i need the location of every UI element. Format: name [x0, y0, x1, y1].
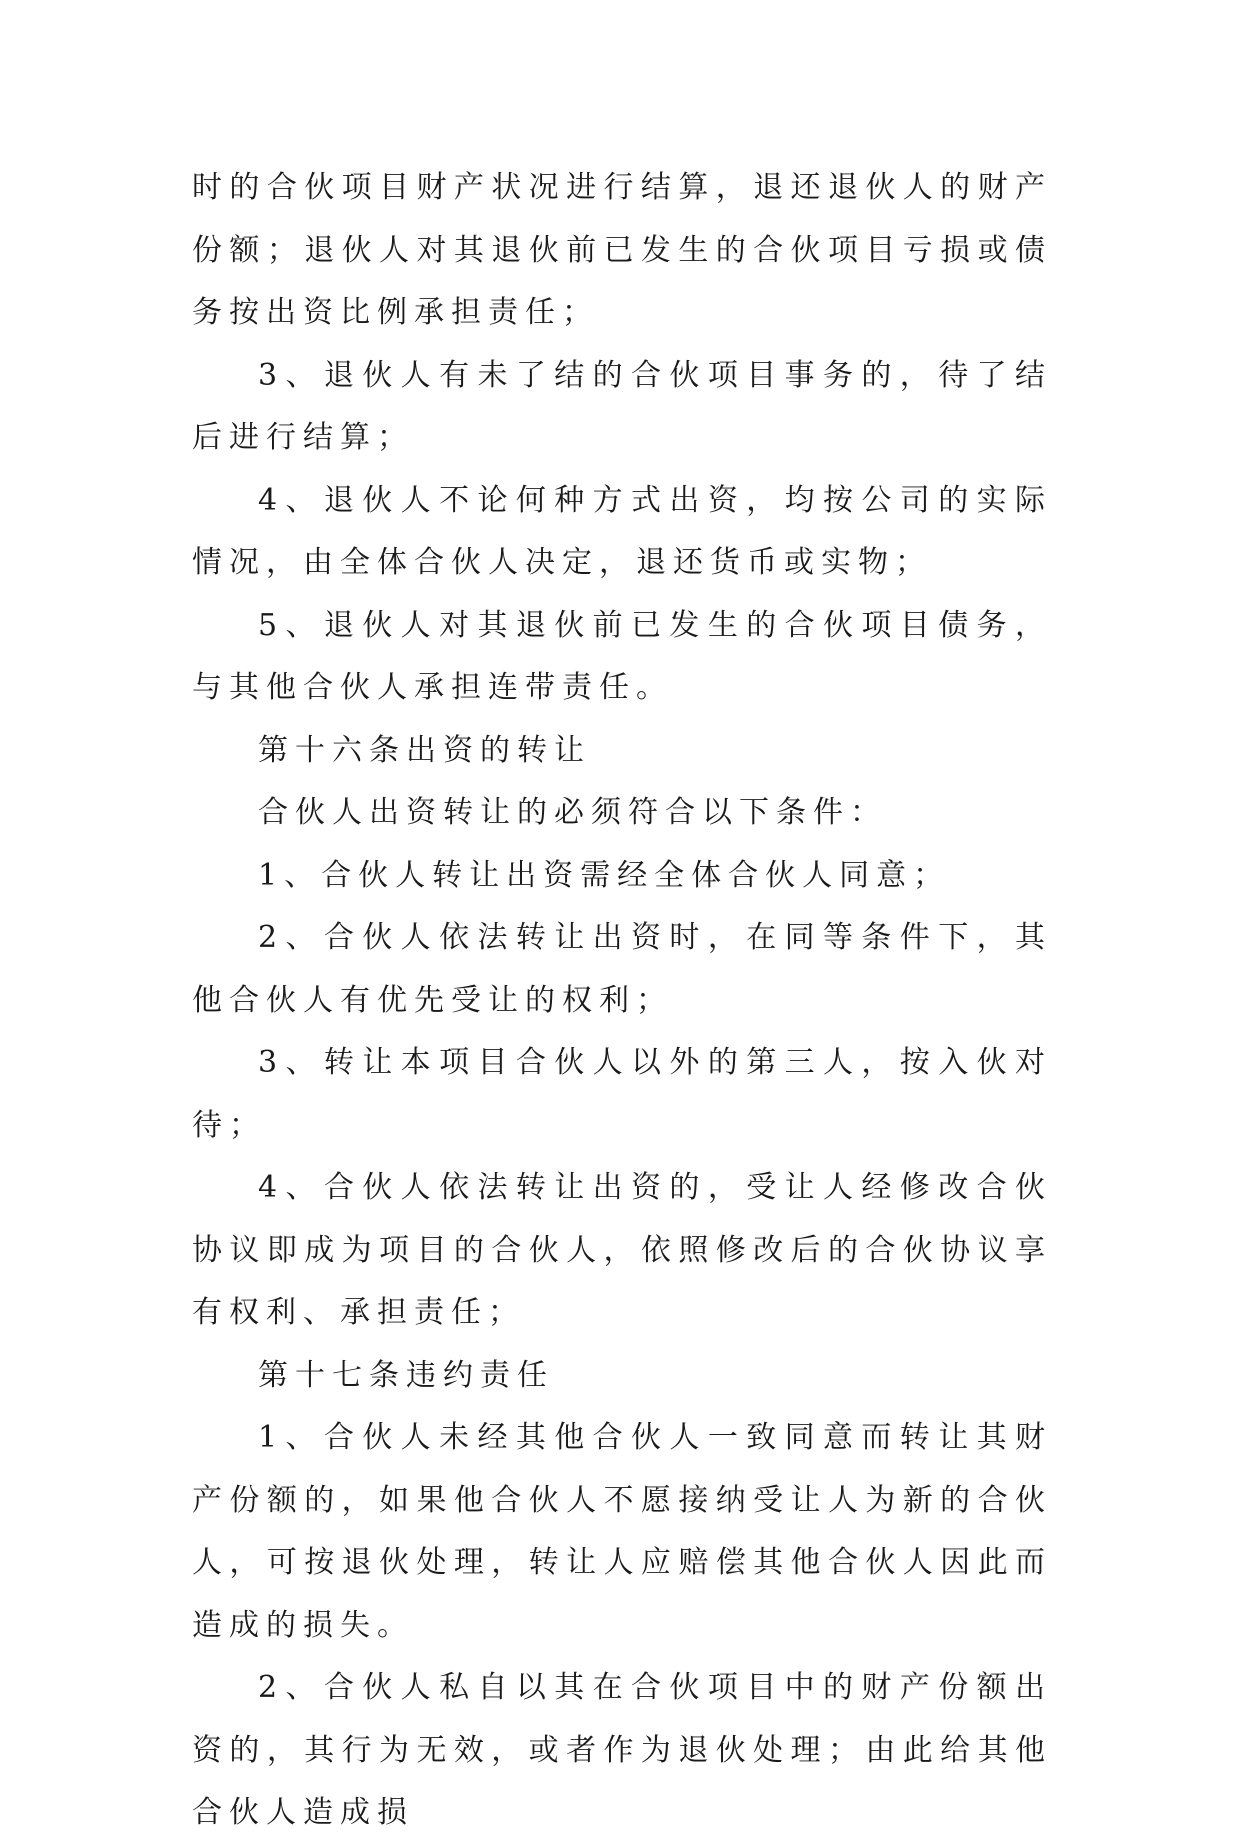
paragraph-breach-item-2: 2、合伙人私自以其在合伙项目中的财产份额出资的，其行为无效，或者作为退伙处理；由此给其他合伙人造成损 [192, 1670, 1052, 1830]
paragraph-settlement-continued: 时的合伙项目财产状况进行结算，退还退伙人的财产份额；退伙人对其退伙前已发生的合伙项目亏损或债务按出资比例承担责任； [192, 170, 1052, 330]
article-17-heading: 第十七条违约责任 [258, 1357, 554, 1393]
document-body [192, 157, 1052, 1845]
paragraph-transfer-item-4: 4、合伙人依法转让出资的，受让人经修改合伙协议即成为项目的合伙人，依照修改后的合伙协议享有权利、承担责任； [192, 1170, 1052, 1330]
paragraph-transfer-item-3: 3、转让本项目合伙人以外的第三人，按入伙对待； [192, 1045, 1052, 1143]
paragraph-item-3: 3、退伙人有未了结的合伙项目事务的，待了结后进行结算； [192, 357, 1052, 455]
paragraph-item-5: 5、退伙人对其退伙前已发生的合伙项目债务，与其他合伙人承担连带责任。 [192, 607, 1052, 705]
paragraph-transfer-item-1: 1、合伙人转让出资需经全体合伙人同意； [258, 857, 951, 893]
article-16-heading: 第十六条出资的转让 [258, 732, 591, 768]
paragraph-transfer-item-2: 2、合伙人依法转让出资时，在同等条件下，其他合伙人有优先受让的权利； [192, 920, 1052, 1018]
paragraph-breach-item-1: 1、合伙人未经其他合伙人一致同意而转让其财产份额的，如果他合伙人不愿接纳受让人为新的合伙人，可按退伙处理，转让人应赔偿其他合伙人因此而造成的损失。 [192, 1420, 1052, 1643]
paragraph-item-4: 4、退伙人不论何种方式出资，均按公司的实际情况，由全体合伙人决定，退还货币或实物； [192, 482, 1052, 580]
paragraph-transfer-conditions: 合伙人出资转让的必须符合以下条件： [258, 795, 887, 830]
